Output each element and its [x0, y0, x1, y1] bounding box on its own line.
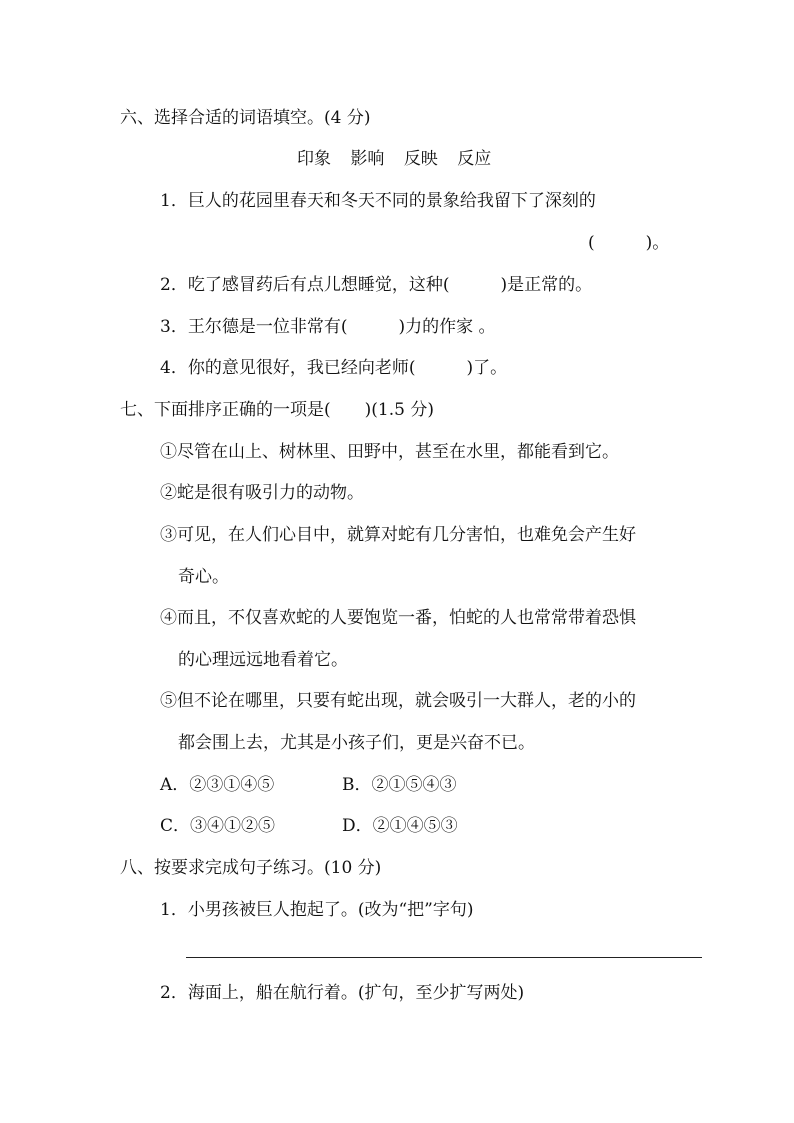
six-q2: 2．吃了感冒药后有点儿想睡觉，这种( )是正常的。: [160, 275, 593, 295]
seven-sentence-5-line1: ⑤但不论在哪里，只要有蛇出现，就会吸引一大群人，老的小的: [160, 691, 636, 711]
seven-sentence-3-line1: ③可见，在人们心目中，就算对蛇有几分害怕，也难免会产生好: [160, 525, 636, 545]
word-option: 反映: [403, 149, 438, 169]
section-eight-title: 八、按要求完成句子练习。(10 分): [120, 858, 382, 878]
option-a[interactable]: A．②③①④⑤: [160, 775, 275, 795]
section-seven-title: 七、下面排序正确的一项是( )(1.5 分): [120, 400, 434, 420]
seven-sentence-1: ①尽管在山上、树林里、田野中，甚至在水里，都能看到它。: [160, 442, 619, 462]
eight-q2: 2．海面上，船在航行着。(扩句，至少扩写两处): [160, 983, 525, 1003]
seven-sentence-3-line2: 奇心。: [178, 567, 229, 587]
six-q3: 3．王尔德是一位非常有( )力的作家 。: [160, 317, 496, 337]
seven-sentence-4-line1: ④而且，不仅喜欢蛇的人要饱览一番，怕蛇的人也常常带着恐惧: [160, 608, 636, 628]
answer-line[interactable]: [186, 957, 702, 958]
word-option: 影响: [350, 149, 385, 169]
seven-sentence-4-line2: 的心理远远地看着它。: [178, 650, 348, 670]
six-q1-line1: 1．巨人的花园里春天和冬天不同的景象给我留下了深刻的: [160, 191, 596, 211]
word-option: 反应: [457, 149, 492, 169]
section-six-title: 六、选择合适的词语填空。(4 分): [120, 108, 371, 128]
word-options: [297, 147, 505, 171]
seven-sentence-5-line2: 都会围上去，尤其是小孩子们，更是兴奋不已。: [178, 733, 535, 753]
six-q1-line2: ( )。: [588, 233, 670, 253]
seven-sentence-2: ②蛇是很有吸引力的动物。: [160, 483, 364, 503]
option-d[interactable]: D．②①④⑤③: [342, 816, 458, 836]
eight-q1: 1．小男孩被巨人抱起了。(改为“把”字句): [160, 900, 474, 920]
word-option: 印象: [297, 149, 331, 169]
six-q4: 4．你的意见很好，我已经向老师( )了。: [160, 358, 508, 378]
option-b[interactable]: B．②①⑤④③: [342, 775, 457, 795]
option-c[interactable]: C．③④①②⑤: [160, 816, 276, 836]
